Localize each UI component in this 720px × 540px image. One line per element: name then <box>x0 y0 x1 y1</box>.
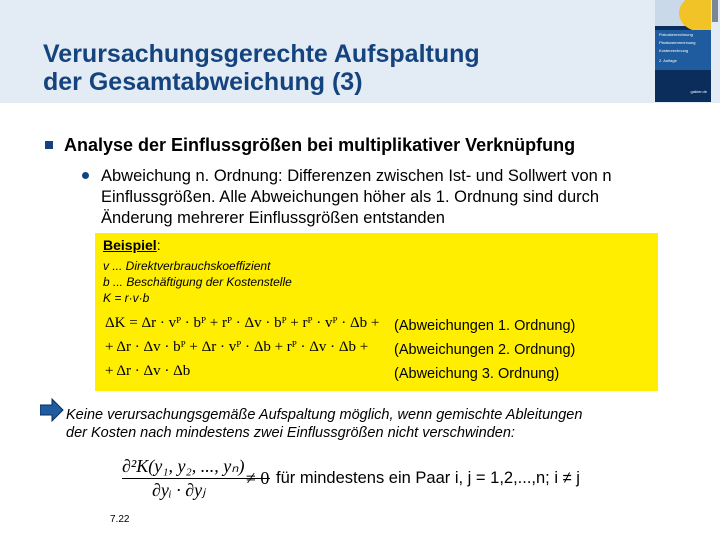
example-label: Beispiel: <box>103 237 161 253</box>
book-cover-line-1: Fixkostenrechnung <box>659 32 693 37</box>
slide-title <box>43 40 480 96</box>
main-bullet-heading: Analyse der Einflussgrößen bei multiplikativer Verknüpfung <box>64 135 576 155</box>
sub-bullet-line-1: Abweichung n. Ordnung: Differenzen zwischen Ist- und Sollwert von n <box>101 167 612 185</box>
deviation-formula <box>105 311 649 385</box>
formula-label-3: (Abweichung 3. Ordnung) <box>394 366 560 382</box>
book-cover-edition: 2. Auflage <box>659 58 677 63</box>
book-cover-yellow-shape <box>679 0 711 32</box>
formula-label-2: (Abweichungen 2. Ordnung) <box>394 342 576 358</box>
definition-v: v ... Direktverbrauchskoeffizient <box>103 259 271 273</box>
definition-b: b ... Beschäftigung der Kostenstelle <box>103 275 292 289</box>
book-cover-line-2: Plankostenrechnung <box>659 40 696 45</box>
formula-row-3: + Δr · Δv · Δb <box>105 363 191 379</box>
note-line-2: der Kosten nach mindestens zwei Einflussgrößen nicht verschwinden: <box>66 425 515 441</box>
header-divider <box>0 103 720 105</box>
book-cover-publisher: gabler.de <box>690 89 707 94</box>
sub-bullet-line-2: Einflussgrößen. Alle Abweichungen höher als 1. Ordnung sind durch <box>101 188 600 206</box>
round-bullet-icon <box>82 172 89 179</box>
book-spine <box>712 0 718 22</box>
square-bullet-icon <box>45 141 53 149</box>
formula-numerator: ∂²K(y₁, y₂, ..., yₙ) <box>122 456 245 476</box>
formula-label-1: (Abweichungen 1. Ordnung) <box>394 318 576 334</box>
book-cover-line-3: Kostenrechnung <box>659 48 689 53</box>
page-number: 7.22 <box>110 514 130 525</box>
formula-not-equal-zero: ≠ 0 <box>246 468 270 488</box>
slide-title-line-2: der Gesamtabweichung (3) <box>43 68 363 96</box>
sub-bullet-line-3: Änderung mehrerer Einflussgrößen entstanden <box>101 209 445 227</box>
example-box <box>95 233 658 391</box>
formula-row-2: + Δr · Δv · bᴾ + Δr · vᴾ · Δb + rᴾ · Δv · Δb + <box>105 339 369 355</box>
book-cover-thumbnail <box>655 0 711 102</box>
mixed-derivative-formula <box>122 452 580 514</box>
formula-row-1: ΔK = Δr · vᴾ · bᴾ + rᴾ · Δv · bᴾ + rᴾ · vᴾ · Δb + <box>105 315 380 331</box>
example-label-text: Beispiel <box>103 237 157 253</box>
arrow-right-icon <box>40 398 64 422</box>
formula-condition-text: für mindestens ein Paar i, j = 1,2,...,n; i ≠ j <box>276 469 580 487</box>
definition-k: K = r·v·b <box>103 291 150 305</box>
sub-bullet-text <box>101 166 691 229</box>
formula-denominator: ∂yᵢ · ∂yⱼ <box>152 480 206 500</box>
note-text <box>66 406 706 442</box>
note-line-1: Keine verursachungsgemäße Aufspaltung möglich, wenn gemischte Ableitungen <box>66 407 583 423</box>
slide-title-line-1: Verursachungsgerechte Aufspaltung <box>43 40 480 68</box>
